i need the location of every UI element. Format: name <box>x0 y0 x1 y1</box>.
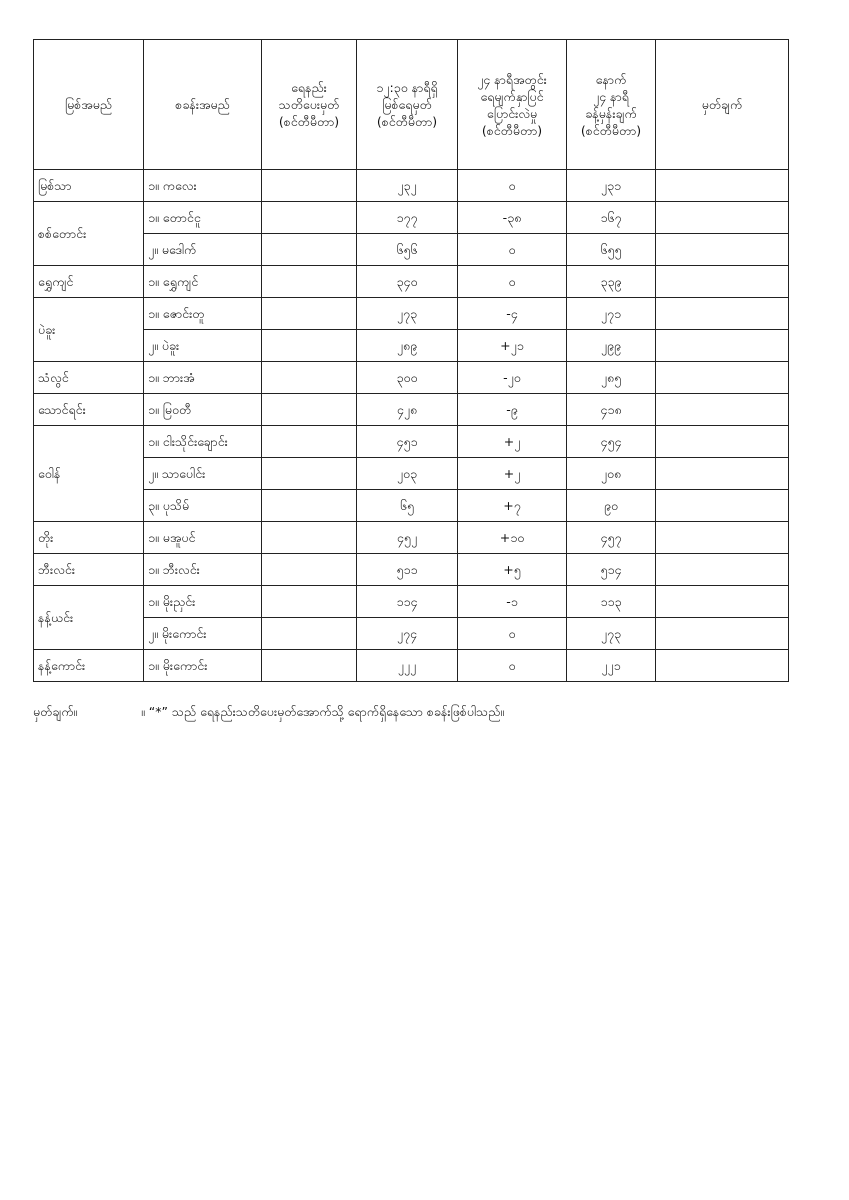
low-warning-cell <box>262 202 357 234</box>
header-line: ရေမျက်နှာပြင် <box>480 88 544 104</box>
table-row <box>34 586 789 618</box>
header-row <box>34 40 789 170</box>
station-name-cell: ၁။ ဇောင်းတူ <box>144 298 262 330</box>
change-cell: +၇ <box>458 490 567 522</box>
river-name-cell: သောင်ရင်း <box>34 394 144 426</box>
water-level-cell: ၂၂၂ <box>357 650 458 682</box>
remark-cell <box>656 458 789 490</box>
station-name-cell: ၁။ ရွှေကျင် <box>144 266 262 298</box>
low-warning-cell <box>262 394 357 426</box>
low-warning-cell <box>262 458 357 490</box>
station-name-cell: ၁။ မြဝတီ <box>144 394 262 426</box>
remark-cell <box>656 554 789 586</box>
footnote-label: မှတ်ချက်။ <box>33 704 78 719</box>
header-line: မှတ်ချက် <box>701 97 743 112</box>
table-row <box>34 234 789 266</box>
table-body <box>34 170 789 682</box>
river-name-cell: သံလွင် <box>34 362 144 394</box>
change-cell: +၂ <box>458 426 567 458</box>
forecast-cell: ၂၇၃ <box>567 618 656 650</box>
change-cell: ၀ <box>458 170 567 202</box>
footnote-text: ။ “*” သည် ရေနည်းသတိပေးမှတ်အောက်သို့ ရောက်ရှိနေသော စခန်းဖြစ်ပါသည်။ <box>141 704 505 719</box>
forecast-cell: ၉၀ <box>567 490 656 522</box>
water-level-cell: ၁၇၇ <box>357 202 458 234</box>
river-name-cell: နန့်ကောင်း <box>34 650 144 682</box>
station-name-cell: ၃။ ပုသိမ် <box>144 490 262 522</box>
water-level-cell: ၂၀၃ <box>357 458 458 490</box>
water-level-cell: ၁၁၄ <box>357 586 458 618</box>
remark-cell <box>656 394 789 426</box>
header-line: ခန့်မှန်းချက် <box>585 105 637 121</box>
low-warning-cell <box>262 618 357 650</box>
header-remarks <box>656 40 789 170</box>
river-name-cell: ရွှေကျင် <box>34 266 144 298</box>
table-row <box>34 170 789 202</box>
river-name-cell: ဝေါန် <box>34 426 144 522</box>
header-station-name <box>144 40 262 170</box>
change-cell: ၀ <box>458 618 567 650</box>
station-name-cell: ၂။ ပဲခူး <box>144 330 262 362</box>
change-cell: +၂ <box>458 458 567 490</box>
forecast-cell: ၂၈၅ <box>567 362 656 394</box>
header-low-warning-level <box>262 40 357 170</box>
station-name-cell: ၂။ မဒေါက် <box>144 234 262 266</box>
remark-cell <box>656 362 789 394</box>
header-line: ပြောင်းလဲမှု <box>486 105 538 121</box>
remark-cell <box>656 650 789 682</box>
low-warning-cell <box>262 650 357 682</box>
forecast-cell: ၄၁၈ <box>567 394 656 426</box>
forecast-cell: ၄၅၇ <box>567 522 656 554</box>
header-line: (စင်တီမီတာ) <box>481 122 543 138</box>
change-cell: -၄ <box>458 298 567 330</box>
remark-cell <box>656 618 789 650</box>
change-cell: ၀ <box>458 266 567 298</box>
header-line: သတိပေးမှတ် <box>278 97 340 112</box>
remark-cell <box>656 234 789 266</box>
table-row <box>34 426 789 458</box>
header-line: နောက် <box>595 71 627 87</box>
table-row <box>34 650 789 682</box>
low-warning-cell <box>262 170 357 202</box>
remark-cell <box>656 170 789 202</box>
station-name-cell: ၁။ မအူပင် <box>144 522 262 554</box>
low-warning-cell <box>262 234 357 266</box>
header-24h-change <box>458 40 567 170</box>
low-warning-cell <box>262 554 357 586</box>
low-warning-cell <box>262 330 357 362</box>
station-name-cell: ၁။ ဘားအံ <box>144 362 262 394</box>
forecast-cell: ၃၃၉ <box>567 266 656 298</box>
forecast-cell: ၄၅၄ <box>567 426 656 458</box>
footnote <box>33 702 793 724</box>
low-warning-cell <box>262 522 357 554</box>
change-cell: -၁ <box>458 586 567 618</box>
low-warning-cell <box>262 298 357 330</box>
forecast-cell: ၁၆၇ <box>567 202 656 234</box>
station-name-cell: ၂။ သာပေါင်း <box>144 458 262 490</box>
header-line: ရေနည်း <box>291 80 327 95</box>
header-line: ၁၂:၃၀ နာရီရှိ <box>376 80 438 95</box>
forecast-cell: ၂၀၈ <box>567 458 656 490</box>
header-24h-forecast <box>567 40 656 170</box>
water-level-cell: ၄၅၁ <box>357 426 458 458</box>
station-name-cell: ၁။ ငါးသိုင်းချောင်း <box>144 426 262 458</box>
water-level-cell: ၂၇၃ <box>357 298 458 330</box>
remark-cell <box>656 490 789 522</box>
change-cell: -၂၀ <box>458 362 567 394</box>
header-line: (စင်တီမီတာ) <box>376 114 438 129</box>
header-line: ၂၄ နာရီအတွင်း <box>477 71 547 87</box>
water-level-cell: ၅၁၁ <box>357 554 458 586</box>
remark-cell <box>656 426 789 458</box>
water-level-cell: ၂၃၂ <box>357 170 458 202</box>
river-name-cell: မြစ်သာ <box>34 170 144 202</box>
table-row <box>34 298 789 330</box>
change-cell: ၀ <box>458 234 567 266</box>
low-warning-cell <box>262 586 357 618</box>
change-cell: +၅ <box>458 554 567 586</box>
forecast-cell: ၅၁၄ <box>567 554 656 586</box>
station-name-cell: ၁။ တောင်ငူ <box>144 202 262 234</box>
header-water-level <box>357 40 458 170</box>
water-level-table <box>33 39 789 682</box>
water-level-cell: ၄၂၈ <box>357 394 458 426</box>
low-warning-cell <box>262 490 357 522</box>
low-warning-cell <box>262 362 357 394</box>
water-level-cell: ၂၈၉ <box>357 330 458 362</box>
table-row <box>34 554 789 586</box>
remark-cell <box>656 586 789 618</box>
water-level-cell: ၆၅၆ <box>357 234 458 266</box>
table-row <box>34 458 789 490</box>
header-line: မြစ်ရေမှတ် <box>382 97 432 112</box>
station-name-cell: ၁။ မိုးကောင်း <box>144 650 262 682</box>
forecast-cell: ၂၃၁ <box>567 170 656 202</box>
river-name-cell: ဘီးလင်း <box>34 554 144 586</box>
station-name-cell: ၁။ ဘီးလင်း <box>144 554 262 586</box>
low-warning-cell <box>262 266 357 298</box>
river-name-cell: တိုး <box>34 522 144 554</box>
header-river-name <box>34 40 144 170</box>
header-line: (စင်တီမီတာ) <box>580 122 642 138</box>
table-row <box>34 618 789 650</box>
table-row <box>34 330 789 362</box>
table-row <box>34 266 789 298</box>
forecast-cell: ၁၁၃ <box>567 586 656 618</box>
change-cell: -၉ <box>458 394 567 426</box>
water-level-cell: ၄၅၂ <box>357 522 458 554</box>
station-name-cell: ၂။ မိုးကောင်း <box>144 618 262 650</box>
forecast-cell: ၂၂၁ <box>567 650 656 682</box>
remark-cell <box>656 202 789 234</box>
change-cell: -၃၈ <box>458 202 567 234</box>
change-cell: +၁၀ <box>458 522 567 554</box>
river-name-cell: နန့်ယင်း <box>34 586 144 650</box>
table-row <box>34 202 789 234</box>
river-name-cell: စစ်တောင်း <box>34 202 144 266</box>
table-row <box>34 522 789 554</box>
header-line: မြစ်အမည် <box>65 97 112 112</box>
river-name-cell: ပဲခူး <box>34 298 144 362</box>
change-cell: +၂၁ <box>458 330 567 362</box>
water-level-cell: ၃၀၀ <box>357 362 458 394</box>
water-level-cell: ၃၄၀ <box>357 266 458 298</box>
water-level-cell: ၆၅ <box>357 490 458 522</box>
table-row <box>34 490 789 522</box>
header-line: (စင်တီမီတာ) <box>278 114 340 129</box>
remark-cell <box>656 330 789 362</box>
water-level-cell: ၂၇၄ <box>357 618 458 650</box>
station-name-cell: ၁။ ကလေး <box>144 170 262 202</box>
table-row <box>34 394 789 426</box>
station-name-cell: ၁။ မိုးညှင်း <box>144 586 262 618</box>
low-warning-cell <box>262 426 357 458</box>
header-line: စခန်းအမည် <box>175 97 230 112</box>
change-cell: ၀ <box>458 650 567 682</box>
forecast-cell: ၆၅၅ <box>567 234 656 266</box>
remark-cell <box>656 298 789 330</box>
header-line: ၂၄ နာရီ <box>593 88 629 104</box>
forecast-cell: ၂၉၉ <box>567 330 656 362</box>
forecast-cell: ၂၇၁ <box>567 298 656 330</box>
remark-cell <box>656 522 789 554</box>
remark-cell <box>656 266 789 298</box>
table-row <box>34 362 789 394</box>
